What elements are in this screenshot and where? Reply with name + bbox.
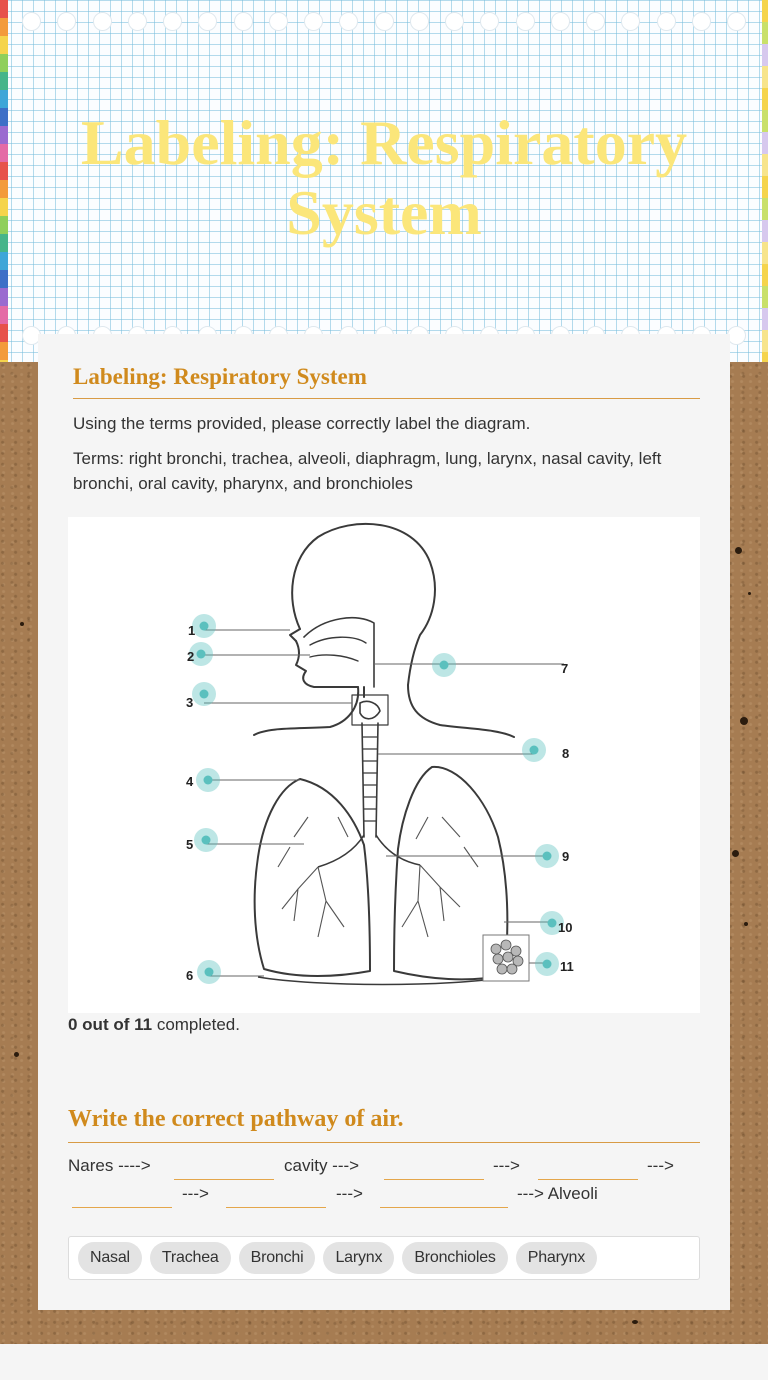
respiratory-diagram-svg: [68, 517, 700, 1013]
rainbow-stripe-left: [0, 0, 8, 362]
pathway-start: Nares ---->: [68, 1156, 151, 1175]
word-chip-pharynx[interactable]: Pharynx: [516, 1242, 597, 1274]
worksheet-card: [38, 334, 730, 1310]
hotspot-11[interactable]: [535, 952, 559, 976]
pathway-blank-3[interactable]: [538, 1152, 638, 1180]
pathway-arrow-4: --->: [336, 1184, 363, 1203]
diagram-number-2: 2: [187, 649, 195, 664]
hotspot-1[interactable]: [192, 614, 216, 638]
progress-text: [68, 1015, 240, 1035]
pathway-line-2: [68, 1180, 700, 1208]
pathway-arrow-2: --->: [647, 1156, 674, 1175]
header-banner: [0, 0, 768, 362]
pathway-blank-4[interactable]: [72, 1180, 172, 1208]
hotspot-5[interactable]: [194, 828, 218, 852]
hotspot-8[interactable]: [522, 738, 546, 762]
word-chip-bronchioles[interactable]: Bronchioles: [402, 1242, 507, 1274]
rainbow-stripe-right: [762, 0, 768, 362]
diagram-number-1: 1: [188, 623, 196, 638]
hotspot-3[interactable]: [192, 682, 216, 706]
pathway-line-1: [68, 1152, 700, 1180]
word-bank: [68, 1236, 700, 1280]
pathway-cavity: cavity --->: [284, 1156, 360, 1175]
pathway-blank-5[interactable]: [226, 1180, 326, 1208]
diagram-number-6: 6: [186, 968, 194, 983]
terms-text: Terms: right bronchi, trachea, alveoli, diaphragm, lung, larynx, nasal cavity, left bronchi, oral cavity, pharynx, and bronchioles: [73, 449, 662, 493]
respiratory-diagram: [68, 517, 700, 1013]
diagram-number-5: 5: [186, 837, 194, 852]
word-chip-bronchi[interactable]: Bronchi: [239, 1242, 316, 1274]
word-chip-nasal[interactable]: Nasal: [78, 1242, 142, 1274]
diagram-number-10: 10: [558, 920, 573, 935]
page-title: Labeling: Respiratory System: [80, 107, 688, 248]
hotspot-6[interactable]: [197, 960, 221, 984]
hotspot-7[interactable]: [432, 653, 456, 677]
diagram-number-9: 9: [562, 849, 570, 864]
diagram-number-4: 4: [186, 774, 194, 789]
section-title-pathway: Write the correct pathway of air.: [68, 1106, 700, 1143]
pathway-blank-1[interactable]: [174, 1152, 274, 1180]
section-title-labeling: Labeling: Respiratory System: [73, 364, 700, 399]
word-chip-trachea[interactable]: Trachea: [150, 1242, 231, 1274]
diagram-number-8: 8: [562, 746, 570, 761]
pathway-blank-6[interactable]: [380, 1180, 508, 1208]
hotspot-9[interactable]: [535, 844, 559, 868]
pathway-blank-2[interactable]: [384, 1152, 484, 1180]
word-chip-larynx[interactable]: Larynx: [323, 1242, 394, 1274]
instructions-text: Using the terms provided, please correctly label the diagram.: [73, 414, 531, 433]
pathway-arrow-1: --->: [493, 1156, 520, 1175]
diagram-number-3: 3: [186, 695, 194, 710]
diagram-number-7: 7: [561, 661, 569, 676]
footer-band: [0, 1344, 768, 1380]
pathway-end: ---> Alveoli: [517, 1184, 598, 1203]
notebook-holes-top: [22, 12, 746, 32]
progress-suffix: completed.: [156, 1015, 240, 1034]
label-number-group: [186, 623, 574, 983]
diagram-number-11: 11: [560, 959, 574, 974]
progress-count: 0 out of 11: [68, 1015, 153, 1034]
hotspot-4[interactable]: [196, 768, 220, 792]
pathway-arrow-3: --->: [182, 1184, 209, 1203]
